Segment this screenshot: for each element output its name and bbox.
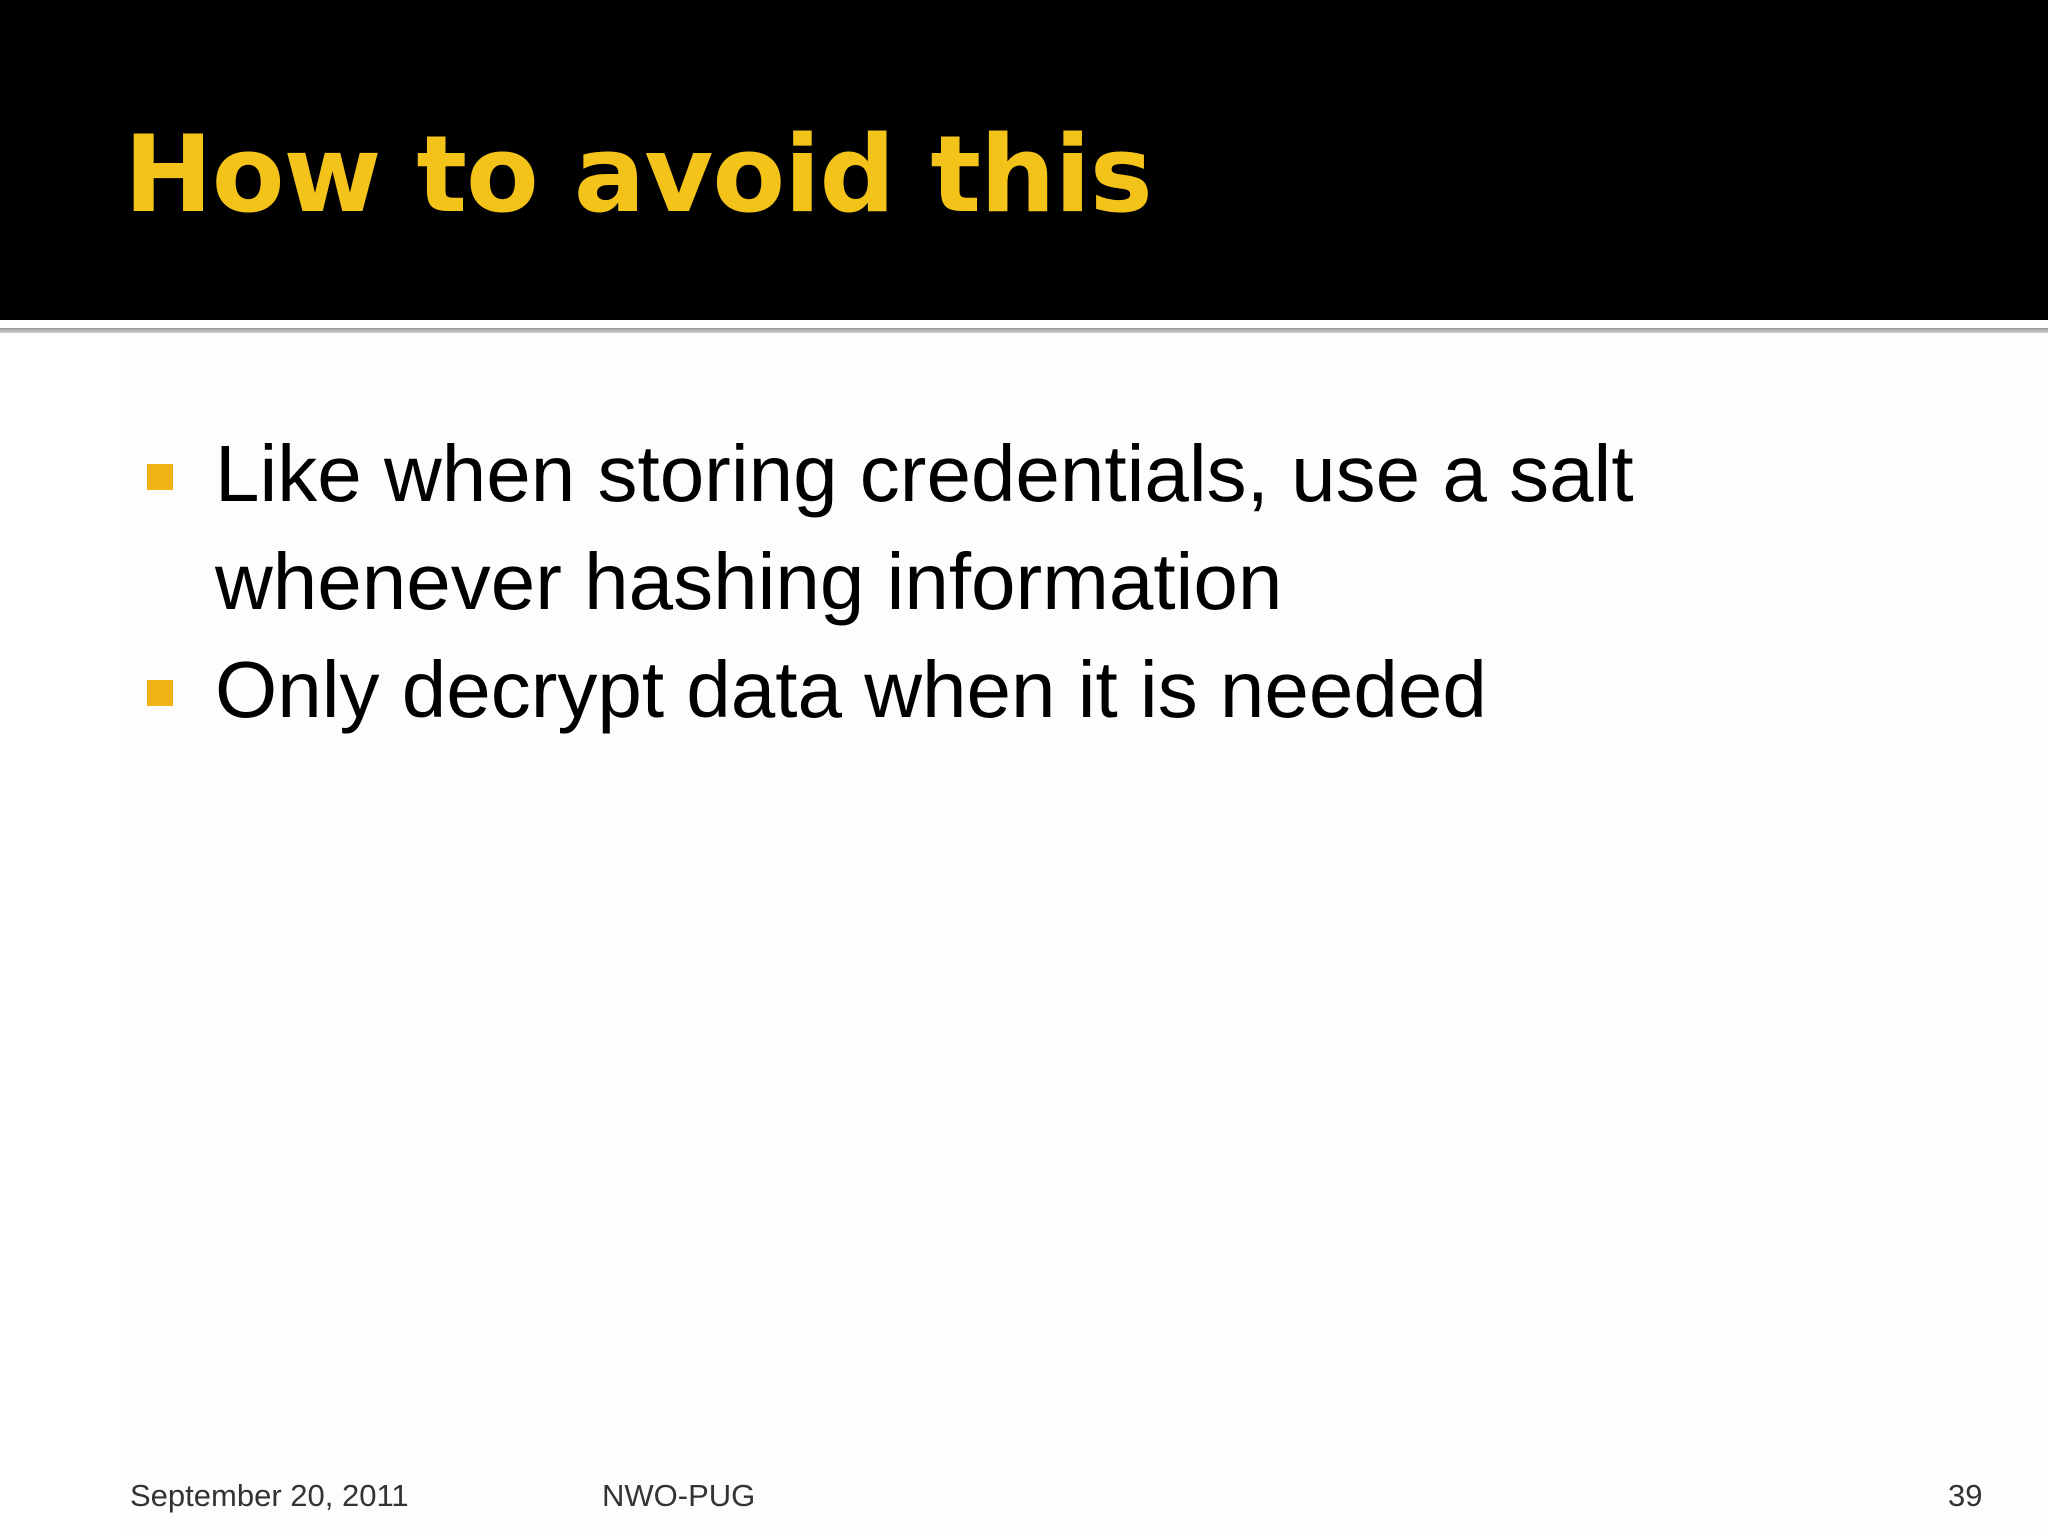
footer-date: September 20, 2011 — [130, 1478, 409, 1513]
footer-page-number: 39 — [1948, 1478, 1983, 1513]
footer-event: NWO-PUG — [602, 1478, 756, 1513]
bullet-item — [145, 420, 1745, 636]
square-bullet-icon — [147, 680, 173, 706]
title-separator-rule — [0, 328, 2048, 333]
bullet-item — [145, 636, 1745, 744]
title-band — [0, 0, 2048, 320]
bullet-text: Like when storing credentials, use a salt whenever hashing information — [215, 429, 1634, 626]
title-separator-gap — [0, 320, 2048, 328]
slide-title: How to avoid this — [124, 113, 1152, 236]
bullet-list — [145, 420, 1745, 744]
bullet-text: Only decrypt data when it is needed — [215, 645, 1487, 734]
square-bullet-icon — [147, 464, 173, 490]
